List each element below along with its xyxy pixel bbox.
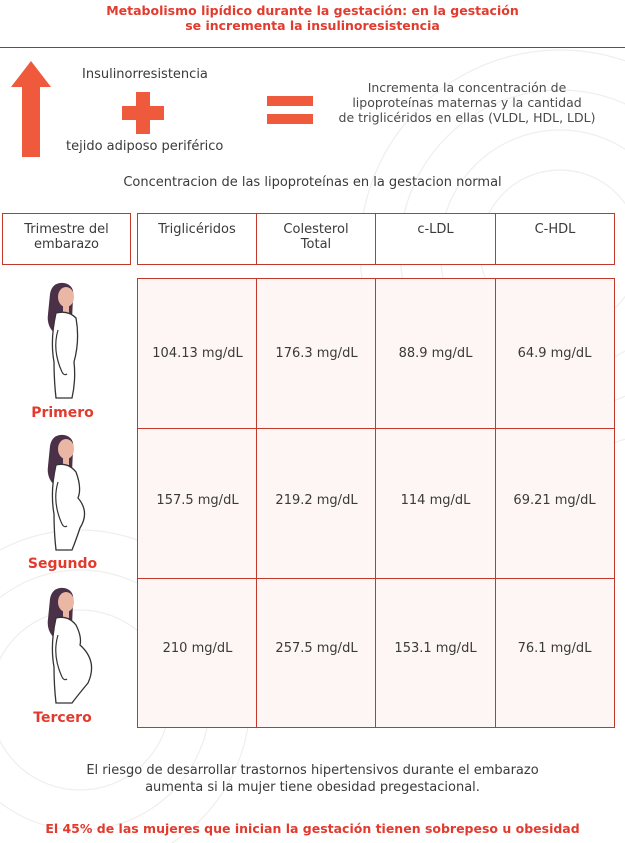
- header-trimestre: [2, 213, 131, 265]
- result-line-1: Incrementa la concentración de: [367, 80, 567, 95]
- trimestre-label-primero: Primero: [31, 405, 94, 421]
- result-line-3: de triglicéridos en ellas (VLDL, HDL, LDL): [338, 110, 596, 125]
- footer-note: [0, 762, 625, 796]
- grid-divider: [138, 578, 614, 579]
- cell-segundo-colesterol: 219.2 mg/dL: [275, 493, 358, 508]
- trimestre-label-segundo: Segundo: [27, 556, 98, 572]
- header-colesterol-line-1: Colesterol: [283, 222, 349, 237]
- header-trigliceridos: [137, 213, 257, 265]
- data-grid: [137, 278, 615, 728]
- trimestre-label-tercero: Tercero: [33, 710, 92, 726]
- grid-divider: [138, 428, 614, 429]
- cell-segundo-cldl: 114 mg/dL: [400, 493, 471, 508]
- table-caption: Concentracion de las lipoproteínas en la gestacion normal: [123, 175, 502, 190]
- header-trimestre-line-1: Trimestre del: [24, 222, 109, 237]
- header-chdl: [495, 213, 615, 265]
- header-colesterol: [256, 213, 376, 265]
- pregnant-woman-second-trimester-icon: [28, 432, 100, 554]
- header-trigliceridos-label: Triglicéridos: [158, 222, 236, 237]
- equals-icon: [267, 96, 313, 126]
- cell-primero-colesterol: 176.3 mg/dL: [275, 346, 358, 361]
- tejido-adiposo-label: tejido adiposo periférico: [66, 139, 224, 154]
- header-cldl: [375, 213, 496, 265]
- footer-line-1: El riesgo de desarrollar trastornos hipertensivos durante el embarazo: [86, 763, 539, 778]
- up-arrow-icon: [11, 61, 51, 157]
- insulinorresistencia-label: Insulinorresistencia: [82, 67, 208, 82]
- cell-tercero-cldl: 153.1 mg/dL: [394, 641, 477, 656]
- title-line-1: Metabolismo lipídico durante la gestación: en la gestación: [106, 3, 519, 18]
- title-divider: [0, 47, 625, 48]
- title-line-2: se incrementa la insulinoresistencia: [185, 18, 440, 33]
- cell-tercero-trigliceridos: 210 mg/dL: [162, 641, 233, 656]
- cell-primero-trigliceridos: 104.13 mg/dL: [152, 346, 243, 361]
- cell-primero-cldl: 88.9 mg/dL: [398, 346, 473, 361]
- result-line-2: lipoproteínas maternas y la cantidad: [352, 95, 582, 110]
- header-trimestre-line-2: embarazo: [34, 237, 99, 252]
- cell-segundo-trigliceridos: 157.5 mg/dL: [156, 493, 239, 508]
- cell-tercero-colesterol: 257.5 mg/dL: [275, 641, 358, 656]
- header-chdl-label: C-HDL: [534, 222, 576, 237]
- page-title: [0, 3, 625, 33]
- pregnant-woman-first-trimester-icon: [28, 280, 100, 402]
- cell-segundo-chdl: 69.21 mg/dL: [513, 493, 596, 508]
- footer-highlight: El 45% de las mujeres que inician la gestación tienen sobrepeso u obesidad: [45, 821, 580, 836]
- cell-tercero-chdl: 76.1 mg/dL: [517, 641, 592, 656]
- header-colesterol-line-2: Total: [300, 237, 332, 252]
- pregnant-woman-third-trimester-icon: [28, 585, 100, 707]
- plus-icon: [122, 92, 164, 134]
- cell-primero-chdl: 64.9 mg/dL: [517, 346, 592, 361]
- header-cldl-label: c-LDL: [417, 222, 454, 237]
- footer-line-2: aumenta si la mujer tiene obesidad pregestacional.: [145, 780, 480, 795]
- result-description: [322, 80, 612, 125]
